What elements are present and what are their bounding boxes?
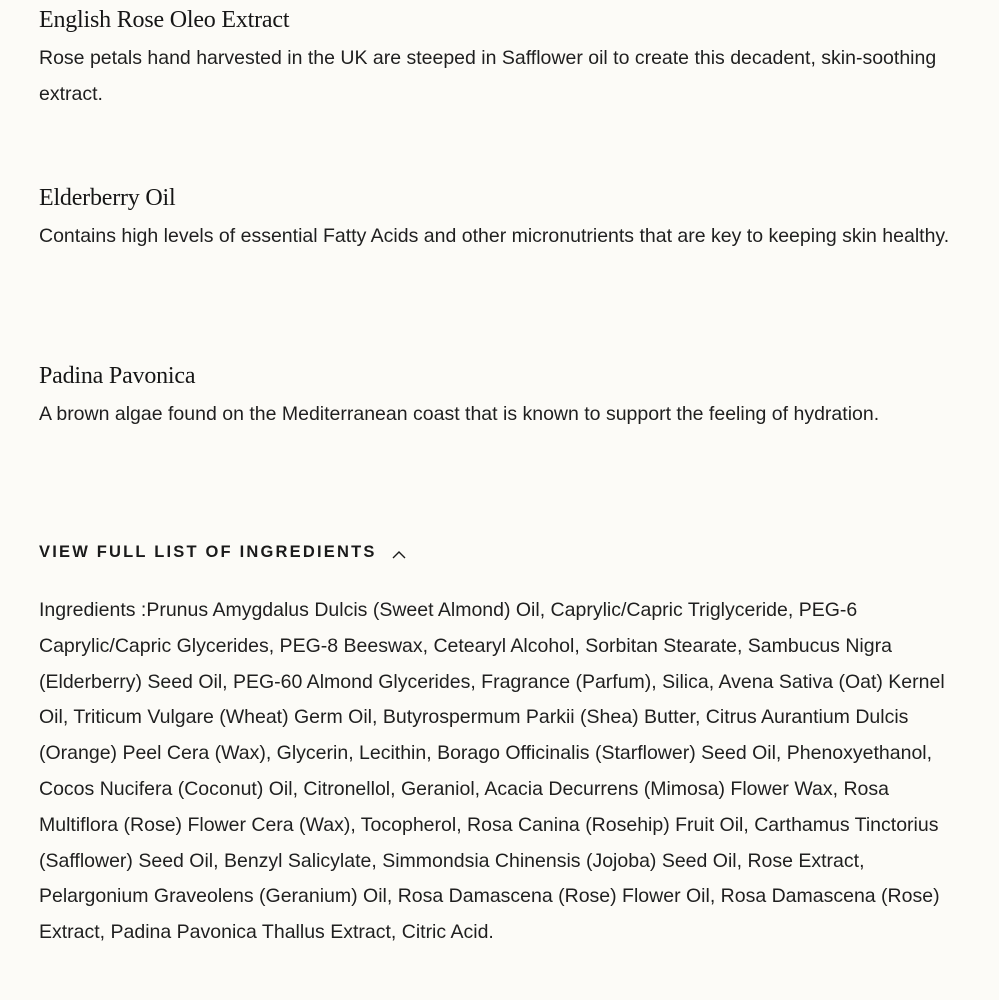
view-full-ingredients-toggle[interactable] xyxy=(39,541,407,563)
ingredient-description: A brown algae found on the Mediterranean coast that is known to support the feeling of hydration. xyxy=(39,403,880,425)
ingredient-title: Padina Pavonica xyxy=(39,363,196,389)
ingredient-description: Contains high levels of essential Fatty Acids and other micronutrients that are key to keeping skin healthy. xyxy=(39,225,950,247)
chevron-up-icon xyxy=(391,547,407,563)
ingredient-item-padina-pavonica xyxy=(39,363,964,432)
ingredient-item-rose-oleo xyxy=(39,7,964,112)
ingredient-title: English Rose Oleo Extract xyxy=(39,7,290,33)
ingredient-item-elderberry-oil xyxy=(39,185,964,254)
full-ingredients-list: Ingredients :Prunus Amygdalus Dulcis (Sweet Almond) Oil, Caprylic/Capric Triglyceride, PEG-6 Caprylic/Capric Glycerides, PEG-8 Beeswax, Cetearyl Alcohol, Sorbitan Stearate, Sambucus Nigra (Elderberry) Seed Oil, PEG-60 Almond Glycerides, Fragrance (Parfum), Silica, Avena Sativa (Oat) Kernel Oil, Triticum Vulgare (Wheat) Germ Oil, Butyrospermum Parkii (Shea) Butter, Citrus Aurantium Dulcis (Orange) Peel Cera (Wax), Glycerin, Lecithin, Borago Officinalis (Starflower) Seed Oil, Phenoxyethanol, Cocos Nucifera (Coconut) Oil, Citronellol, Geraniol, Acacia Decurrens (Mimosa) Flower Wax, Rosa Multiflora (Rose) Flower Cera (Wax), Tocopherol, Rosa Canina (Rosehip) Fruit Oil, Carthamus Tinctorius (Safflower) Seed Oil, Benzyl Salicylate, Simmondsia Chinensis (Jojoba) Seed Oil, Rose Extract, Pelargonium Graveolens (Geranium) Oil, Rosa Damascena (Rose) Flower Oil, Rosa Damascena (Rose) Extract, Padina Pavonica Thallus Extract, Citric Acid. xyxy=(39,599,945,944)
ingredient-title: Elderberry Oil xyxy=(39,185,176,211)
view-full-ingredients-label: VIEW FULL LIST OF INGREDIENTS xyxy=(39,542,377,561)
ingredient-description: Rose petals hand harvested in the UK are steeped in Safflower oil to create this decadent, skin-soothing extract. xyxy=(39,47,937,105)
